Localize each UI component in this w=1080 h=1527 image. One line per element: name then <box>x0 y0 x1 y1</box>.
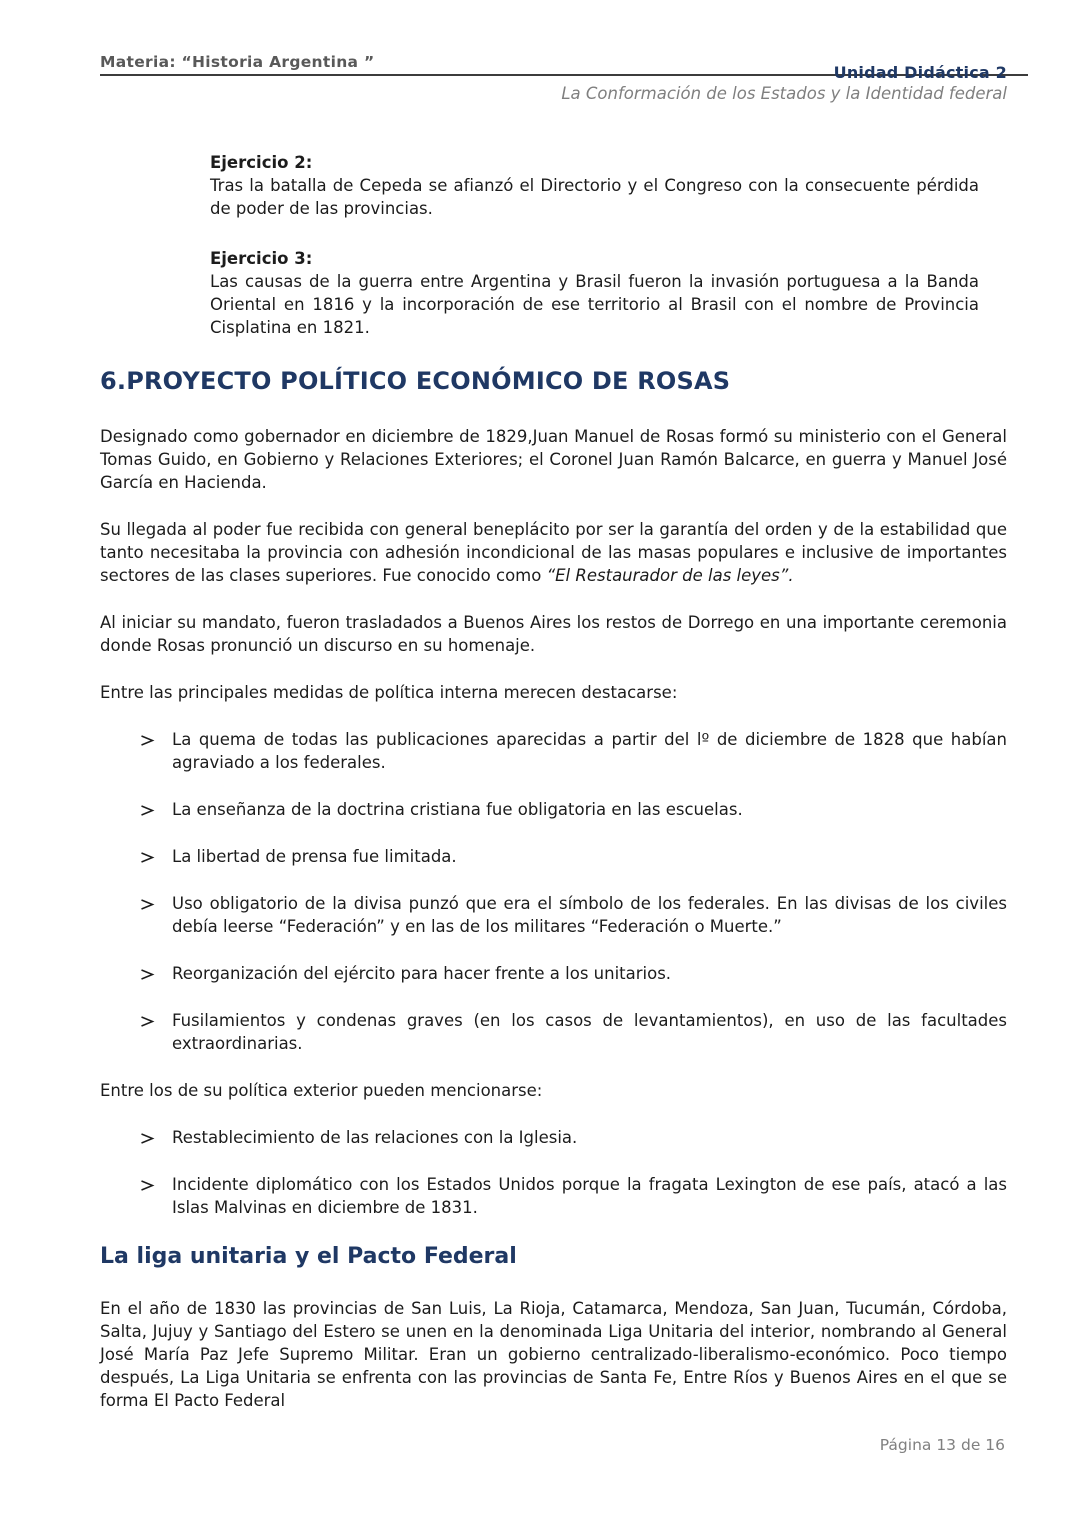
bullet-arrow-icon <box>140 962 156 985</box>
unit-subtitle-row <box>100 84 1007 104</box>
list-item-text: Restablecimiento de las relaciones con la Iglesia. <box>172 1128 578 1147</box>
external-policy-intro: Entre los de su política exterior pueden mencionarse: <box>100 1081 543 1100</box>
rosas-paragraph-2-plain: Su llegada al poder fue recibida con general beneplácito por ser la garantía del orden y de la estabilidad que tanto necesitaba la provincia con adhesión incondicional de las masas populares e inclusive de importantes sectores de las clases superiores. Fue conocido como <box>100 520 1007 585</box>
list-item-text: Fusilamientos y condenas graves (en los casos de levantamientos), en uso de las facultades extraordinarias. <box>172 1011 1007 1053</box>
rosas-paragraph-1: Designado como gobernador en diciembre de 1829,Juan Manuel de Rosas formó su ministerio con el General Tomas Guido, en Gobierno y Relaciones Exteriores; el Coronel Juan Ramón Balcarce, en guerra y Manuel José García en Hacienda. <box>100 427 1007 492</box>
list-item <box>140 798 1007 821</box>
page-header <box>100 52 1007 104</box>
list-item <box>140 1173 1007 1219</box>
section-heading-liga: La liga unitaria y el Pacto Federal <box>100 1244 517 1269</box>
bullet-arrow-icon <box>140 1126 156 1149</box>
bullet-arrow-icon <box>140 1009 156 1055</box>
exercise-3-body: Las causas de la guerra entre Argentina y Brasil fueron la invasión portuguesa a la Banda Oriental en 1816 y la incorporación de ese territorio al Brasil con el nombre de Provincia Cisplatina en 1821. <box>210 272 979 337</box>
liga-paragraph-1: En el año de 1830 las provincias de San Luis, La Rioja, Catamarca, Mendoza, San Juan, Tucumán, Córdoba, Salta, Jujuy y Santiago del Estero se unen en la denominada Liga Unitaria del interior, nombrando al General José María Paz Jefe Supremo Militar. Eran un gobierno centralizado-liberalismo-económico. Poco tiempo después, La Liga Unitaria se enfrenta con las provincias de Santa Fe, Entre Ríos y Buenos Aires en el que se forma El Pacto Federal <box>100 1299 1007 1410</box>
list-item-text: La libertad de prensa fue limitada. <box>172 847 457 866</box>
section-heading-rosas: 6.PROYECTO POLÍTICO ECONÓMICO DE ROSAS <box>100 367 731 395</box>
list-item-text: Uso obligatorio de la divisa punzó que era el símbolo de los federales. En las divisas de los civiles debía leerse “Federación” y en las de los militares “Federación o Muerte.” <box>172 894 1007 936</box>
list-item-text: Incidente diplomático con los Estados Unidos porque la fragata Lexington de ese país, atacó a las Islas Malvinas en diciembre de 1831. <box>172 1175 1007 1217</box>
rosas-paragraph-2-italic: “El Restaurador de las leyes”. <box>546 566 794 585</box>
page-number: Página 13 de 16 <box>879 1436 1005 1454</box>
bullet-arrow-icon <box>140 892 156 938</box>
list-item <box>140 728 1007 774</box>
exercise-2 <box>210 151 979 220</box>
exercise-3 <box>210 247 979 339</box>
exercise-2-title: Ejercicio 2: <box>210 153 313 172</box>
rosas-paragraph-2 <box>100 518 1007 587</box>
list-item-text: La enseñanza de la doctrina cristiana fue obligatoria en las escuelas. <box>172 800 743 819</box>
list-item <box>140 845 1007 868</box>
exercise-2-body: Tras la batalla de Cepeda se afianzó el Directorio y el Congreso con la consecuente pérdida de poder de las provincias. <box>210 176 979 218</box>
rosas-paragraph-3: Al iniciar su mandato, fueron trasladados a Buenos Aires los restos de Dorrego en una importante ceremonia donde Rosas pronunció un discurso en su homenaje. <box>100 613 1007 655</box>
internal-policy-intro: Entre las principales medidas de política interna merecen destacarse: <box>100 683 678 702</box>
list-item-text: La quema de todas las publicaciones aparecidas a partir del lº de diciembre de 1828 que habían agraviado a los federales. <box>172 730 1007 772</box>
bullet-arrow-icon <box>140 798 156 821</box>
list-item <box>140 962 1007 985</box>
list-item-text: Reorganización del ejército para hacer frente a los unitarios. <box>172 964 672 983</box>
exercise-3-title: Ejercicio 3: <box>210 249 313 268</box>
unit-subtitle: La Conformación de los Estados y la Identidad federal <box>561 84 1007 103</box>
list-item <box>140 1126 1007 1149</box>
bullet-arrow-icon <box>140 728 156 774</box>
unit-title: Unidad Didáctica 2 <box>833 63 1007 82</box>
list-item <box>140 892 1007 938</box>
list-item <box>140 1009 1007 1055</box>
bullet-arrow-icon <box>140 845 156 868</box>
bullet-arrow-icon <box>140 1173 156 1219</box>
exercises-block <box>100 151 1007 339</box>
course-title: Materia: “Historia Argentina ” <box>100 53 375 71</box>
